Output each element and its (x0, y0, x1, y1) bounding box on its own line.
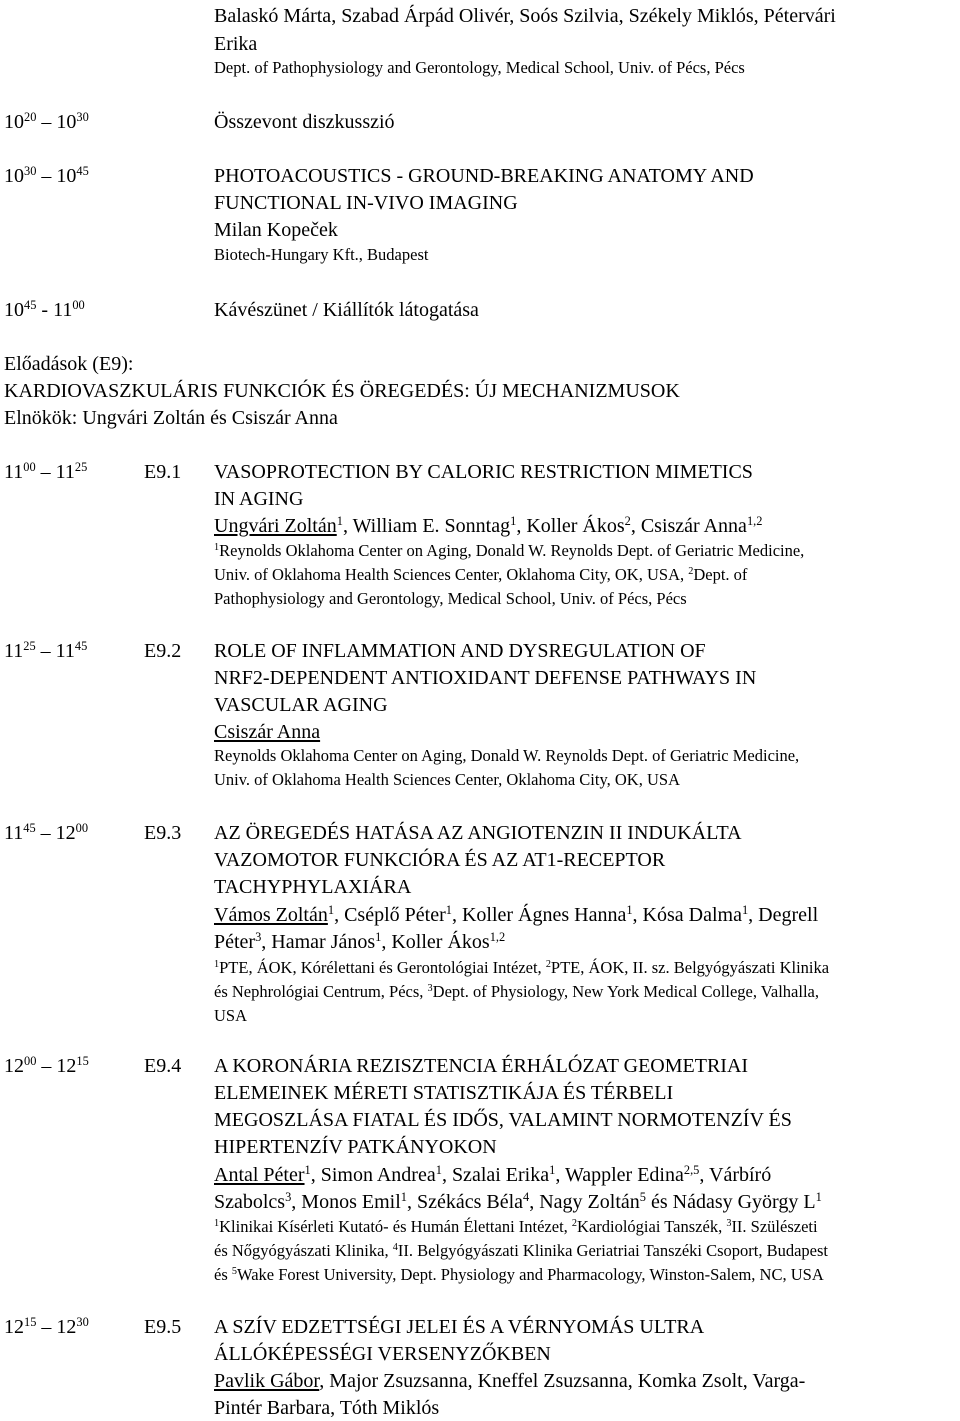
talk-title: A KORONÁRIA REZISZTENCIA ÉRHÁLÓZAT GEOMETRIAI (214, 1055, 749, 1077)
talk-affiliation: $^1$Klinikai Kísérleti Kutató- és Humán Élettani Intézet, $^2$Kardiológiai Tanszék, $^3$II. Szülészeti (214, 1217, 818, 1236)
section-label: Előadások (E9): (4, 353, 134, 375)
break-title: Kávészünet / Kiállítók látogatása (214, 299, 479, 321)
time-slot: $10^{30} - 10^{45}$ (4, 164, 89, 187)
talk-title: NRF2-DEPENDENT ANTIOXIDANT DEFENSE PATHWAYS IN (214, 667, 757, 689)
talk-authors: Ungvári Zoltán$^1$, William E. Sonntag$^1$, Koller Ákos$^2$, Csiszár Anna$^{1,2}$ (214, 514, 763, 537)
talk-affiliation: $^1$Reynolds Oklahoma Center on Aging, Donald W. Reynolds Dept. of Geriatric Medicine, (214, 541, 805, 560)
talk-affiliation: Univ. of Oklahoma Health Sciences Center, Oklahoma City, OK, USA, $^2$Dept. of (214, 565, 748, 584)
talk-title: A SZÍV EDZETTSÉGI JELEI ÉS A VÉRNYOMÁS ULTRA (214, 1316, 705, 1338)
talk-title: VASOPROTECTION BY CALORIC RESTRICTION MIMETICS (214, 461, 753, 483)
talk-affiliation: USA (214, 1006, 248, 1025)
talk-affiliation: Pathophysiology and Gerontology, Medical School, Univ. of Pécs, Pécs (214, 589, 687, 608)
talk-code: E9.5 (144, 1316, 182, 1338)
authors-line: Balaskó Márta, Szabad Árpád Olivér, Soós Szilvia, Székely Miklós, Pétervári (214, 5, 836, 27)
speaker: Milan Kopeček (214, 219, 338, 241)
talk-title: AZ ÖREGEDÉS HATÁSA AZ ANGIOTENZIN II INDUKÁLTA (214, 822, 742, 844)
talk-authors: Pintér Barbara, Tóth Miklós (214, 1397, 440, 1419)
affiliation: Biotech-Hungary Kft., Budapest (214, 245, 429, 264)
talk-affiliation: Univ. of Oklahoma Health Sciences Center, Oklahoma City, OK, USA (214, 770, 680, 789)
talk-title: ÁLLÓKÉPESSÉGI VERSENYZŐKBEN (214, 1343, 551, 1365)
talk-code: E9.3 (144, 822, 182, 844)
talk-affiliation: $^1$PTE, ÁOK, Kórélettani és Gerontológiai Intézet, $^2$PTE, ÁOK, II. sz. Belgyógyászati Klinika (214, 958, 830, 977)
talk-authors: Szabolcs$^3$, Monos Emil$^1$, Székács Béla$^4$, Nagy Zoltán$^5$ és Nádasy György $L^1$ (214, 1190, 822, 1213)
time-slot: $11^{25} - 11^{45}$ (4, 639, 88, 662)
talk-affiliation: és Nőgyógyászati Klinika, $^4$II. Belgyógyászati Klinika Geriatriai Tanszéki Csoport, Budapest (214, 1241, 829, 1260)
section-title: KARDIOVASZKULÁRIS FUNKCIÓK ÉS ÖREGEDÉS: ÚJ MECHANIZMUSOK (4, 380, 680, 402)
talk-code: E9.1 (144, 461, 182, 483)
talk-affiliation: Reynolds Oklahoma Center on Aging, Donald W. Reynolds Dept. of Geriatric Medicine, (214, 746, 800, 765)
talk-title: PHOTOACOUSTICS - GROUND-BREAKING ANATOMY AND (214, 165, 754, 187)
time-slot: $10^{45} - 11^{00}$ (4, 298, 85, 321)
talk-title: ELEMEINEK MÉRETI STATISZTIKÁJA ÉS TÉRBELI (214, 1082, 674, 1104)
time-slot: $11^{00} - 11^{25}$ (4, 460, 88, 483)
time-slot: $12^{00} - 12^{15}$ (4, 1054, 89, 1077)
talk-title: ROLE OF INFLAMMATION AND DYSREGULATION OF (214, 640, 706, 662)
talk-title: TACHYPHYLAXIÁRA (214, 876, 412, 898)
time-slot: $11^{45} - 12^{00}$ (4, 821, 89, 844)
talk-title: FUNCTIONAL IN-VIVO IMAGING (214, 192, 518, 214)
talk-authors: Péter$^3$, Hamar János$^1$, Koller Ákos$^{1,2}$ (214, 930, 506, 953)
affiliation: Dept. of Pathophysiology and Gerontology, Medical School, Univ. of Pécs, Pécs (214, 58, 745, 77)
talk-title: HIPERTENZÍV PATKÁNYOKON (214, 1136, 497, 1158)
talk-title: VAZOMOTOR FUNKCIÓRA ÉS AZ AT1-RECEPTOR (214, 849, 666, 871)
talk-affiliation: és Nephrológiai Centrum, Pécs, $^3$Dept. of Physiology, New York Medical College, Valhalla, (214, 982, 819, 1001)
authors-line: Erika (214, 33, 258, 55)
talk-code: E9.4 (144, 1055, 182, 1077)
talk-affiliation: és $^5$Wake Forest University, Dept. Physiology and Pharmacology, Winston-Salem, NC, USA (214, 1265, 824, 1284)
time-slot: $12^{15} - 12^{30}$ (4, 1315, 89, 1338)
section-chairs: Elnökök: Ungvári Zoltán és Csiszár Anna (4, 407, 338, 429)
talk-title: MEGOSZLÁSA FIATAL ÉS IDŐS, VALAMINT NORMOTENZÍV ÉS (214, 1109, 792, 1131)
talk-code: E9.2 (144, 640, 182, 662)
time-slot: $10^{20} - 10^{30}$ (4, 110, 89, 133)
talk-authors: Antal Péter$^1$, Simon Andrea$^1$, Szalai Erika$^1$, Wappler Edina$^{2,5}$, Várbíró (214, 1163, 772, 1186)
talk-authors: Vámos Zoltán$^1$, Cséplő Péter$^1$, Koller Ágnes Hanna$^1$, Kósa Dalma$^1$, Degrell (214, 903, 819, 926)
session-title: Összevont diszkusszió (214, 111, 395, 133)
talk-title: VASCULAR AGING (214, 694, 388, 716)
talk-authors: Csiszár Anna (214, 721, 321, 743)
talk-authors: Pavlik Gábor, Major Zsuzsanna, Kneffel Zsuzsanna, Komka Zsolt, Varga- (214, 1370, 806, 1392)
talk-title: IN AGING (214, 488, 304, 510)
